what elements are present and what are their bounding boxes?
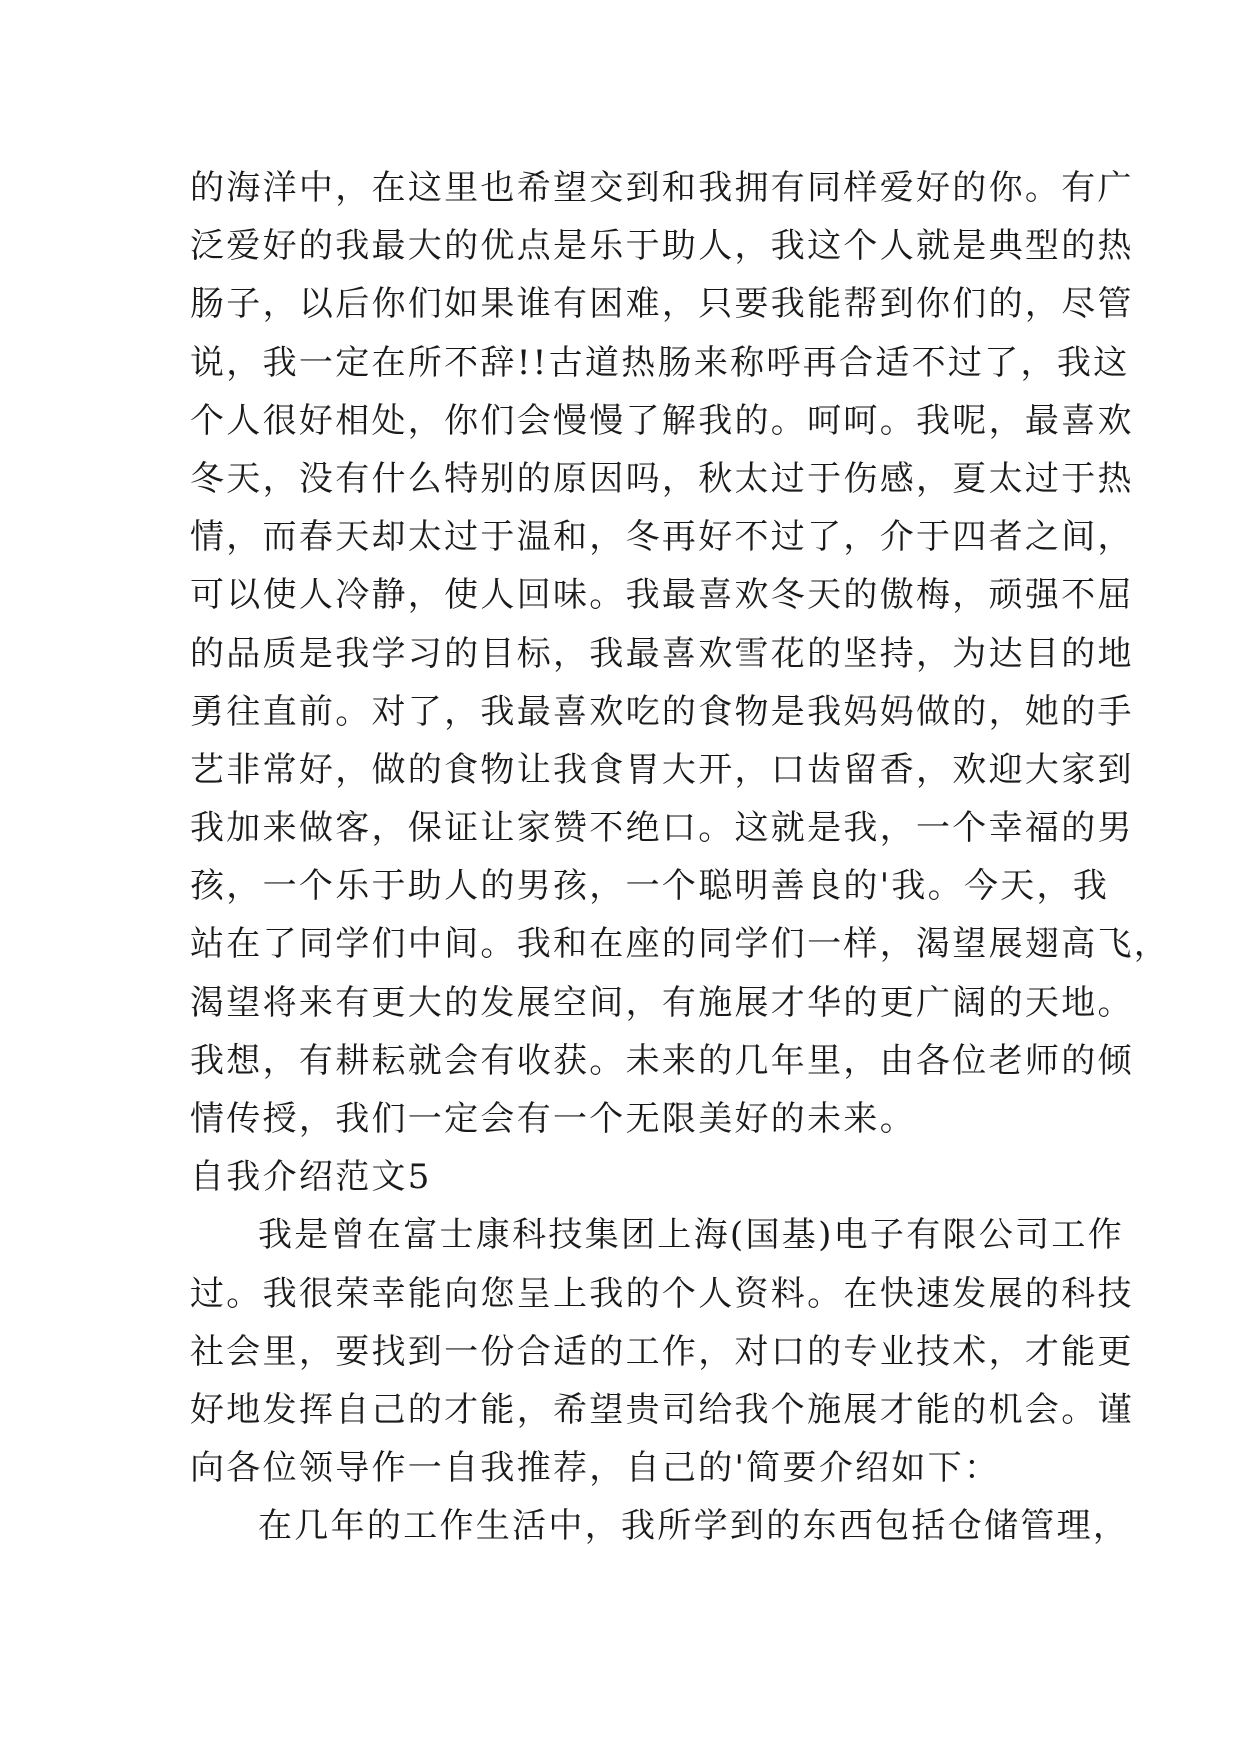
text-line: 情传授，我们一定会有一个无限美好的未来。 [190,1099,916,1139]
text-line: 个人很好相处，你们会慢慢了解我的。呵呵。我呢，最喜欢 [190,400,1134,441]
text-line: 冬天，没有什么特别的原因吗，秋太过于伤感，夏太过于热 [190,458,1134,499]
text-line: 站在了同学们中间。我和在座的同学们一样，渴望展翅高飞， [190,924,1171,965]
text-line: 过。我很荣幸能向您呈上我的个人资料。在快速发展的科技 [190,1273,1134,1314]
text-line: 我想，有耕耘就会有收获。未来的几年里，由各位老师的倾 [190,1040,1134,1081]
text-line: 勇往直前。对了，我最喜欢吃的食物是我妈妈做的，她的手 [190,691,1134,732]
text-line: 渴望将来有更大的发展空间，有施展才华的更广阔的天地。 [190,982,1134,1023]
paragraph-first-line: 在几年的工作生活中，我所学到的东西包括仓储管理， [258,1506,1130,1547]
text-line: 我加来做客，保证让家赞不绝口。这就是我，一个幸福的男 [190,808,1134,849]
text-line: 可以使人冷静，使人回味。我最喜欢冬天的傲梅，顽强不屈 [190,575,1134,616]
text-line: 说，我一定在所不辞!!古道热肠来称呼再合适不过了，我这 [190,342,1130,383]
text-line: 好地发挥自己的才能，希望贵司给我个施展才能的机会。谨 [190,1389,1134,1430]
text-line: 向各位领导作一自我推荐，自己的'简要介绍如下： [190,1448,1001,1489]
text-line: 孩，一个乐于助人的男孩，一个聪明善良的'我。今天，我 [190,866,1110,907]
paragraph-first-line: 我是曾在富士康科技集团上海(国基)电子有限公司工作 [258,1215,1125,1256]
text-line: 的品质是我学习的目标，我最喜欢雪花的坚持，为达目的地 [190,633,1134,674]
text-line: 肠子，以后你们如果谁有困难，只要我能帮到你们的，尽管 [190,284,1134,325]
text-line: 的海洋中，在这里也希望交到和我拥有同样爱好的你。有广 [190,168,1134,208]
text-line: 泛爱好的我最大的优点是乐于助人，我这个人就是典型的热 [190,226,1134,267]
text-line: 社会里，要找到一份合适的工作，对口的专业技术，才能更 [190,1331,1134,1372]
text-line: 艺非常好，做的食物让我食胃大开，口齿留香，欢迎大家到 [190,749,1134,790]
document-body [190,159,1171,1556]
text-line: 情，而春天却太过于温和，冬再好不过了，介于四者之间， [190,517,1134,558]
section-heading: 自我介绍范文5 [190,1157,432,1198]
